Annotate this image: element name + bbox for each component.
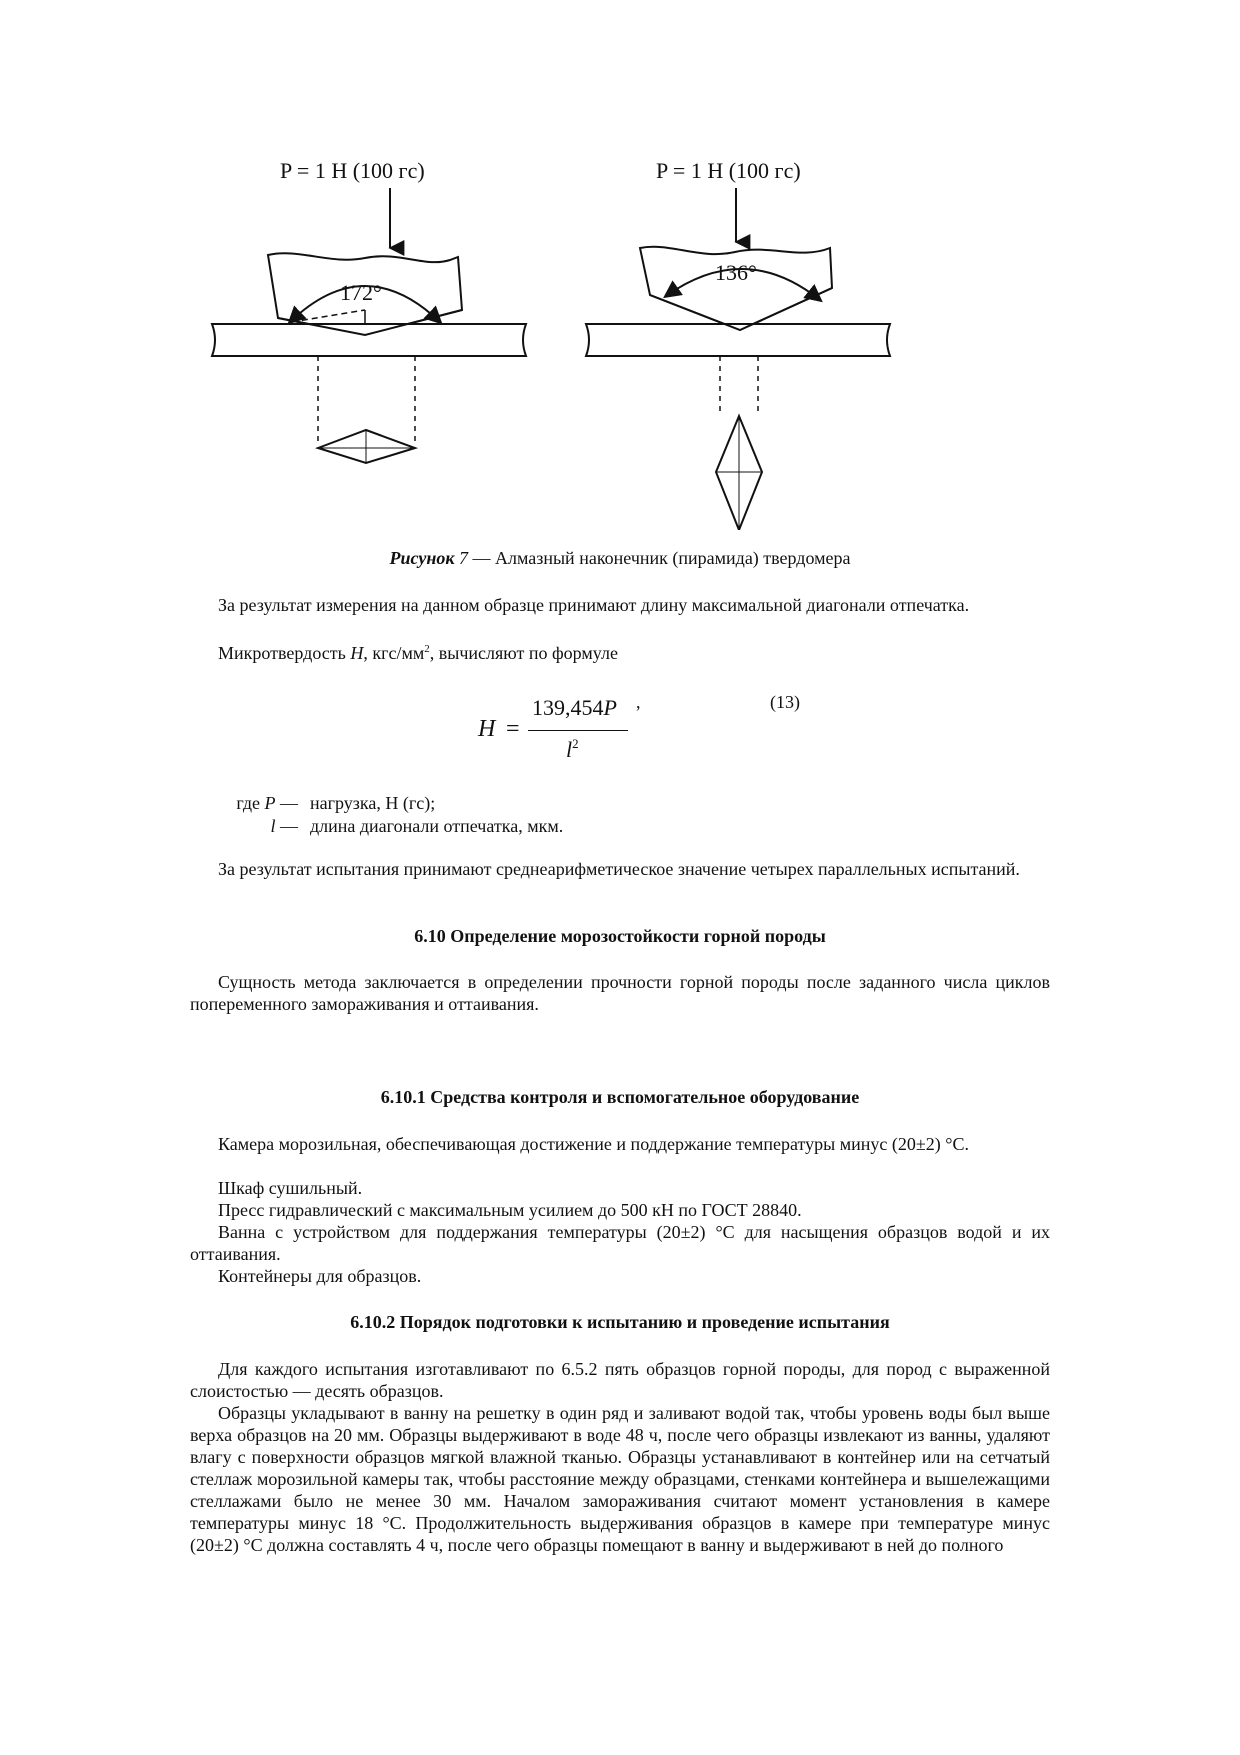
legend-dash-p: — xyxy=(275,793,298,813)
left-specimen-plate xyxy=(212,324,526,356)
legend-description-l: длина диагонали отпечатка, мкм. xyxy=(310,816,564,836)
indenter-diagram-svg xyxy=(190,150,1050,530)
equipment-press: Пресс гидравлический с максимальным усилием до 500 кН по ГОСТ 28840. xyxy=(218,1200,802,1220)
paragraph-max-diagonal: За результат измерения на данном образце принимают длину максимальной диагонали отпечатка. xyxy=(218,595,970,615)
formula-denominator-exp: 2 xyxy=(572,736,579,751)
right-force-label: P = 1 Н (100 гс) xyxy=(656,158,801,183)
equipment-drying-cabinet: Шкаф сушильный. xyxy=(218,1178,363,1198)
formula-comma: , xyxy=(636,692,641,712)
right-angle-label: 136° xyxy=(715,260,757,285)
p2-text-c: , вычисляют по формуле xyxy=(429,643,618,663)
legend-row-p xyxy=(198,792,798,814)
caption-number: 7 xyxy=(458,548,468,568)
legend-symbol-l xyxy=(198,815,298,837)
formula-lhs: H xyxy=(478,716,496,742)
indenter-136-group xyxy=(586,158,890,530)
p2-text-a: Микротвердость xyxy=(218,643,351,663)
legend-symbol-p xyxy=(198,792,298,814)
figure-caption xyxy=(190,547,1050,569)
equipment-freezer: Камера морозильная, обеспечивающая достижение и поддержание температуры минус (20±2) °С. xyxy=(218,1134,969,1154)
paragraph-test-result: За результат испытания принимают среднеарифметическое значение четырех параллельных испытаний. xyxy=(218,859,1020,879)
figure-indenter-diagram xyxy=(190,150,1050,530)
formula-numerator xyxy=(532,695,617,721)
equipment-containers: Контейнеры для образцов. xyxy=(218,1266,422,1286)
legend-symbol-l-var: l xyxy=(270,816,276,836)
caption-text: — Алмазный наконечник (пирамида) твердомера xyxy=(467,548,851,568)
heading-6-10-2: 6.10.2 Порядок подготовки к испытанию и проведение испытания xyxy=(350,1312,890,1332)
formula-numerator-var: P xyxy=(603,695,617,720)
p2-var-h: H xyxy=(350,643,364,663)
formula-number: (13) xyxy=(770,692,800,712)
paragraph-freezing-procedure: Образцы укладывают в ванну на решетку в один ряд и заливают водой так, чтобы уровень воды был выше верха образцов на 20 мм. Образцы выдерживают в воде 48 ч, после чего образцы извлекают из ванны, удаляют влагу с поверхности образцов мягкой влажной тканью. Образцы устанавливают в контейнер или на сетчатый стеллаж морозильной камеры так, чтобы расстояние между образцами, стенками контейнера и вышележащими стеллажами было не менее 30 мм. Началом замораживания считают момент установления в камере температуры минус 18 °С. Продолжительность выдерживания образцов в камере при температуре минус (20±2) °С должна составлять 4 ч, после чего образцы помещают в ванну и выдерживают в ней до полного xyxy=(190,1403,1050,1555)
legend-dash-l: — xyxy=(275,816,298,836)
formula-fraction-bar xyxy=(528,730,628,731)
heading-6-10: 6.10 Определение морозостойкости горной породы xyxy=(414,926,826,946)
indenter-172-group xyxy=(212,158,526,463)
p2-text-b: , кгс/мм xyxy=(363,643,425,663)
formula-numerator-number: 139,454 xyxy=(532,695,604,720)
formula-denominator-var: l xyxy=(566,737,573,762)
paragraph-microhardness xyxy=(190,638,1050,664)
left-angle-label: 172° xyxy=(340,280,382,305)
left-force-label: P = 1 Н (100 гс) xyxy=(280,158,425,183)
formula-equals: = xyxy=(506,716,520,742)
legend-where: где xyxy=(236,793,265,813)
heading-6-10-1: 6.10.1 Средства контроля и вспомогательное оборудование xyxy=(380,1087,860,1107)
equipment-bath: Ванна с устройством для поддержания температуры (20±2) °С для насыщения образцов водой и их оттаивания. xyxy=(190,1222,1050,1264)
caption-label: Рисунок xyxy=(389,548,455,568)
paragraph-method-essence: Сущность метода заключается в определении прочности горной породы после заданного числа циклов попеременного замораживания и оттаивания. xyxy=(190,972,1050,1014)
legend-description-p: нагрузка, Н (гс); xyxy=(310,793,436,813)
formula-denominator xyxy=(566,736,579,763)
p2-sup: 2 xyxy=(424,643,430,655)
legend-row-l xyxy=(198,815,798,837)
legend-symbol-p-var: P xyxy=(264,793,276,813)
paragraph-sample-preparation: Для каждого испытания изготавливают по 6.5.2 пять образцов горной породы, для пород с выраженной слоистостью — десять образцов. xyxy=(190,1359,1050,1401)
